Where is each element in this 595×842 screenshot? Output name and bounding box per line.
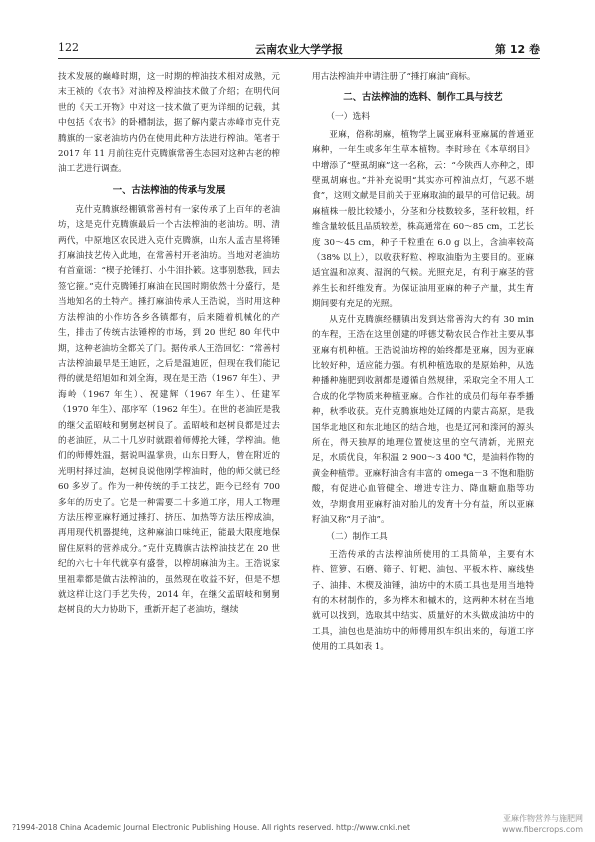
subsection-2-paragraph: 王浩传承的古法榨油所使用的工具简单，主要有木杵、笸箩、石磨、筛子、钉耙、油包、平板木杵、麻线垫子、油排、木楔及油锤，油坊中的木质工具也是用当地特有的木材制作的，多为桦木和槭木的，这两种木材在当地就可以找到，选取其中结实、质量好的木头做成油坊中的工具，油包也是油坊中的师傅用织车织出来的，每道工序使用的工具如表 1。 xyxy=(312,549,534,653)
watermark-line-2: www.fibercrops.com xyxy=(502,825,583,834)
watermark xyxy=(502,813,583,835)
left-column xyxy=(58,70,280,619)
page-header xyxy=(58,41,540,59)
section-2-heading: 二、古法榨油的选料、制作工具与技艺 xyxy=(343,92,503,104)
intro-paragraph: 技术发展的巅峰时期，这一时期的榨油技术相对成熟，元末王祯的《农书》对油榨及榨油技术做了介绍；在明代问世的《天工开物》中对这一技术做了更为详细的记载，其中包括《农书》的卧槽制法，据了解内蒙古赤峰市克什克腾旗的一家老油坊内仍在使用此种方法进行榨油。笔者于 2017 年 11 月前往克什克腾旗常善生态园对这种古老的榨油工艺进行调查。 xyxy=(58,72,280,175)
header-rule xyxy=(58,58,540,59)
subsection-2-heading: （二）制作工具 xyxy=(326,532,388,543)
continuation-paragraph: 用古法榨油并申请注册了“捶打麻油”商标。 xyxy=(312,72,476,82)
subsection-1-paragraph-1: 亚麻，俗称胡麻，植物学上属亚麻科亚麻属的普通亚麻种，一年生或多年生草本植物。李时珍在《本草纲目》中增添了“壁虱胡麻”这一名称，云：“今陕西人亦种之，即壁虱胡麻也。”并补充说明“其实亦可榨油点灯，气恶不堪食”，这则文献是目前关于亚麻取油的最早的可信记载。胡麻植株一般比较矮小，分茎和分枝数较多，茎秆较粗，纤维含量较低且品质较差，株高通常在 60～85 cm，工艺长度 30～45 cm，种子千粒重在 6.0 g 以上，含油率较高（38% 以上），以收获籽粒、榨取油脂为主要目的。亚麻适宜温和凉爽、湿润的气候。光照充足，有利于麻茎的营养生长和纤维发育。为保证油用亚麻的种子产量，其生育期间要有充足的光照。 xyxy=(312,129,534,310)
section-1-heading: 一、古法榨油的传承与发展 xyxy=(112,184,226,196)
subsection-1-heading: （一）选料 xyxy=(326,112,371,123)
volume-label: 第 12 卷 xyxy=(495,43,540,56)
right-column xyxy=(312,70,534,656)
journal-title: 云南农业大学学报 xyxy=(255,43,343,56)
watermark-line-1: 亚麻作物营养与施肥网 xyxy=(503,814,583,823)
page-number: 122 xyxy=(58,41,79,54)
section-1-paragraph: 克什克腾旗经棚镇常善村有一家传承了上百年的老油坊，这是克什克腾旗最后一个古法榨油的老油坊。明、清两代，中原地区农民进入克什克腾旗，山东人孟吉星将锤打麻油技艺传入此地，在常善村开老油坊。当地对老油坊有首童谣：“楔子抡锤打、小牛泪扑簌。这事别愁我，回去签它箍。”克什克腾锤打麻油在民国时期依然十分盛行，是当地知名的土特产。捶打麻油传承人王浩说，当时用这种方法榨油的小作坊各乡各镇都有，后来随着机械化的产生，排击了传统古法锤榨的市场，到 20 世纪 80 年代中期，这种老油坊全都关了门。据传承人王浩回忆：“常善村古法榨油最早是王迪匠，之后是温迪匠，但现在我们能记得的就是绍旭如和刘全海，现在是王浩（1967 年生）、尹海岭（1967 年生）、祝建辉（1967 年生）、任建军（1970 年生）、邵序军（1962 年生）。在世的老油匠是我的继父孟昭岐和舅舅赵树良了。孟昭岐和赵树良都是过去的老油匠，从二十几岁时就跟着师傅抡大锤，学榨油。他们的师傅姓温，据说叫温掌贵，山东日野人，曾在附近的光明村择过油，赵树良说他刚学榨油时，他的师父就已经 60 多岁了。作为一种传统的手工技艺，距今已经有 700 多年的历史了。它是一种需要二十多道工序，用人工物理方法压榨亚麻籽通过捶打、挤压、加热等方法压榨成油，再用现代机器提纯，这种麻油口味纯正，能最大限度地保留住原料的营养成分。”克什克腾旗古法榨油技艺在 20 世纪的六七十年代就享有盛誉，以榨胡麻油为主。王浩说家里祖辈都是做古法榨油的，虽然现在收益不好，但是不想就这样让这门手艺失传，2014 年，在继父孟昭岐和舅舅赵树良的大力协助下，重新开起了老油坊，继续 xyxy=(58,204,280,616)
subsection-1-paragraph-2: 从克什克腾旗经棚镇出发到达常善沟大约有 30 min 的车程，王浩在这里创建的呼德艾勒农民合作社主要从事亚麻有机种植。王浩说油坊榨的始终都是亚麻，因为亚麻比较好种，适应能力强。有机种植选取的是原始种，从选种播种施肥到收割都是遵循自然规律，采取完全不用人工合成的化学物质来种植亚麻。合作社的成员们每年春季播种，秋季收获。克什克腾旗地处辽阔的内蒙古高原，是我国华北地区和东北地区的结合地，也是辽河和滦河的源头所在，得天独厚的地理位置使这里的空气清新，光照充足，水质优良，年积温 2 900～3 400 ℃，是油料作物的黄金种植带。亚麻籽油含有丰富的 omega－3 不饱和脂肪酸，有促进心血管健全、增进专注力、降血糖血脂等功效，孕期食用亚麻籽油对胎儿的发育十分有益，所以亚麻籽油又称“月子油”。 xyxy=(312,314,534,525)
copyright-notice: ?1994-2018 China Academic Journal Electronic Publishing House. All rights reserved. http://www.cnki.net xyxy=(12,823,411,832)
